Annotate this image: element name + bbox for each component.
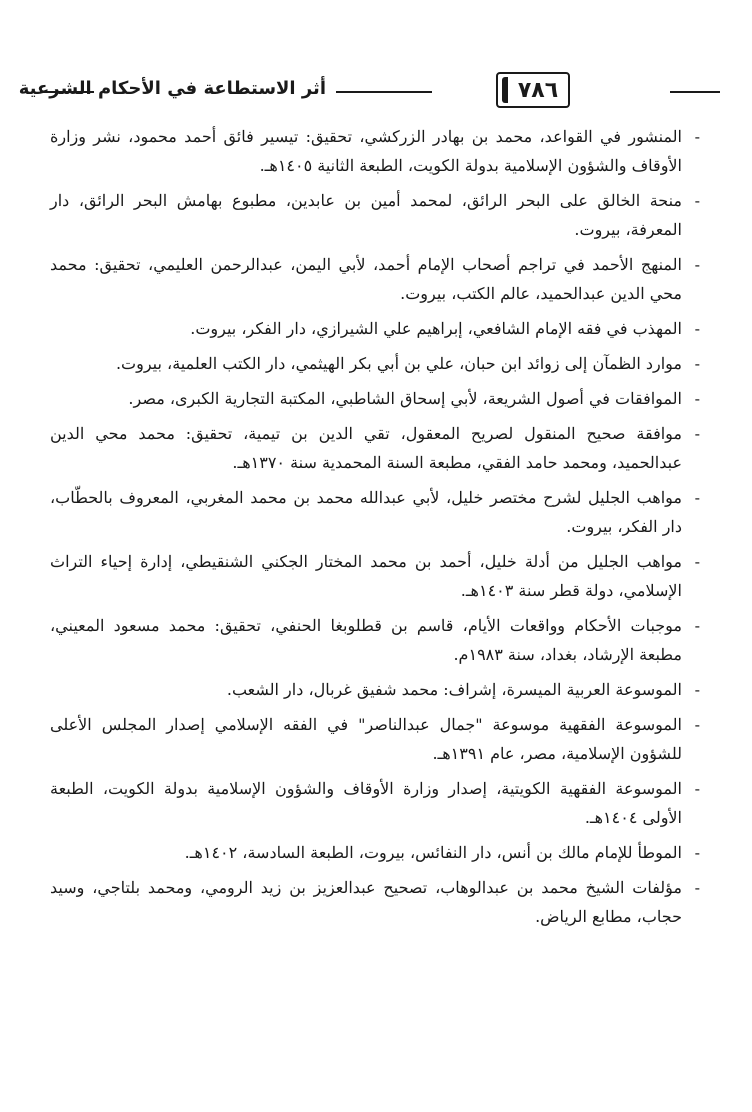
header-rule — [670, 91, 720, 93]
bibliography-list — [50, 122, 700, 937]
bibliography-entry — [50, 250, 700, 308]
entry-dash: - — [694, 843, 700, 862]
entry-text: المهذب في فقه الإمام الشافعي، إبراهيم علي الشيرازي، دار الفكر، بيروت. — [190, 319, 682, 338]
entry-dash: - — [694, 389, 700, 408]
entry-dash: - — [694, 878, 700, 897]
page-number: ٧٨٦ — [517, 77, 559, 103]
bibliography-entry — [50, 547, 700, 605]
bibliography-entry — [50, 483, 700, 541]
bibliography-entry — [50, 186, 700, 244]
entry-text: الموسوعة الفقهية الكويتية، إصدار وزارة الأوقاف والشؤون الإسلامية بدولة الكويت، الطبعة الأولى ١٤٠٤هـ. — [50, 779, 682, 827]
entry-text: مواهب الجليل لشرح مختصر خليل، لأبي عبدالله محمد بن محمد المغربي، المعروف بالحطّاب، دار الفكر، بيروت. — [50, 488, 682, 536]
entry-dash: - — [694, 424, 700, 443]
entry-text: موافقة صحيح المنقول لصريح المعقول، تقي الدين بن تيمية، تحقيق: محمد محي الدين عبدالحميد، ومحمد حامد الفقي، مطبعة السنة المحمدية سنة ١٣٧٠هـ. — [50, 424, 682, 472]
bibliography-entry — [50, 419, 700, 477]
entry-dash: - — [694, 616, 700, 635]
entry-dash: - — [694, 191, 700, 210]
bibliography-entry — [50, 611, 700, 669]
entry-dash: - — [694, 488, 700, 507]
bibliography-entry — [50, 122, 700, 180]
bibliography-entry — [50, 838, 700, 867]
entry-dash: - — [694, 127, 700, 146]
entry-text: منحة الخالق على البحر الرائق، لمحمد أمين بن عابدين، مطبوع بهامش البحر الرائق، دار المعرفة، بيروت. — [50, 191, 682, 239]
entry-dash: - — [694, 319, 700, 338]
entry-dash: - — [694, 552, 700, 571]
bibliography-entry — [50, 675, 700, 704]
entry-text: مؤلفات الشيخ محمد بن عبدالوهاب، تصحيح عبدالعزيز بن زيد الرومي، ومحمد بلتاجي، وسيد حجاب، مطابع الرياض. — [50, 878, 682, 926]
entry-text: الموافقات في أصول الشريعة، لأبي إسحاق الشاطبي، المكتبة التجارية الكبرى، مصر. — [128, 389, 682, 408]
running-header — [18, 68, 720, 114]
bibliography-entry — [50, 873, 700, 931]
bibliography-entry — [50, 710, 700, 768]
entry-text: موجبات الأحكام وواقعات الأيام، قاسم بن قطلوبغا الحنفي، تحقيق: محمد مسعود المعيني، مطبعة الإرشاد، بغداد، سنة ١٩٨٣م. — [50, 616, 682, 664]
bibliography-entry — [50, 349, 700, 378]
entry-text: المنهج الأحمد في تراجم أصحاب الإمام أحمد، لأبي اليمن، عبدالرحمن العليمي، تحقيق: محمد محي الدين عبدالحميد، عالم الكتب، بيروت. — [50, 255, 682, 303]
running-title: أثر الاستطاعة في الأحكام الشرعية — [18, 78, 326, 99]
entry-dash: - — [694, 779, 700, 798]
entry-text: الموسوعة العربية الميسرة، إشراف: محمد شفيق غربال، دار الشعب. — [226, 680, 682, 699]
entry-text: المنشور في القواعد، محمد بن بهادر الزركشي، تحقيق: تيسير فائق أحمد محمود، نشر وزارة الأوقاف والشؤون الإسلامية بدولة الكويت، الطبعة الثانية ١٤٠٥هـ. — [50, 127, 682, 175]
entry-dash: - — [694, 680, 700, 699]
bibliography-entry — [50, 384, 700, 413]
entry-dash: - — [694, 715, 700, 734]
entry-dash: - — [694, 255, 700, 274]
entry-text: الموسوعة الفقهية موسوعة "جمال عبدالناصر" في الفقه الإسلامي إصدار المجلس الأعلى للشؤون الإسلامية، مصر، عام ١٣٩١هـ. — [50, 715, 682, 763]
entry-text: موارد الظمآن إلى زوائد ابن حبان، علي بن أبي بكر الهيثمي، دار الكتب العلمية، بيروت. — [115, 354, 682, 373]
entry-text: الموطأ للإمام مالك بن أنس، دار النفائس، بيروت، الطبعة السادسة، ١٤٠٢هـ. — [184, 843, 682, 862]
bibliography-entry — [50, 314, 700, 343]
bibliography-entry — [50, 774, 700, 832]
entry-dash: - — [694, 354, 700, 373]
entry-text: مواهب الجليل من أدلة خليل، أحمد بن محمد المختار الجكني الشنقيطي، إدارة إحياء التراث الإسلامي، دولة قطر سنة ١٤٠٣هـ. — [50, 552, 682, 600]
page-number-frame — [496, 72, 570, 108]
header-rule — [336, 91, 432, 93]
